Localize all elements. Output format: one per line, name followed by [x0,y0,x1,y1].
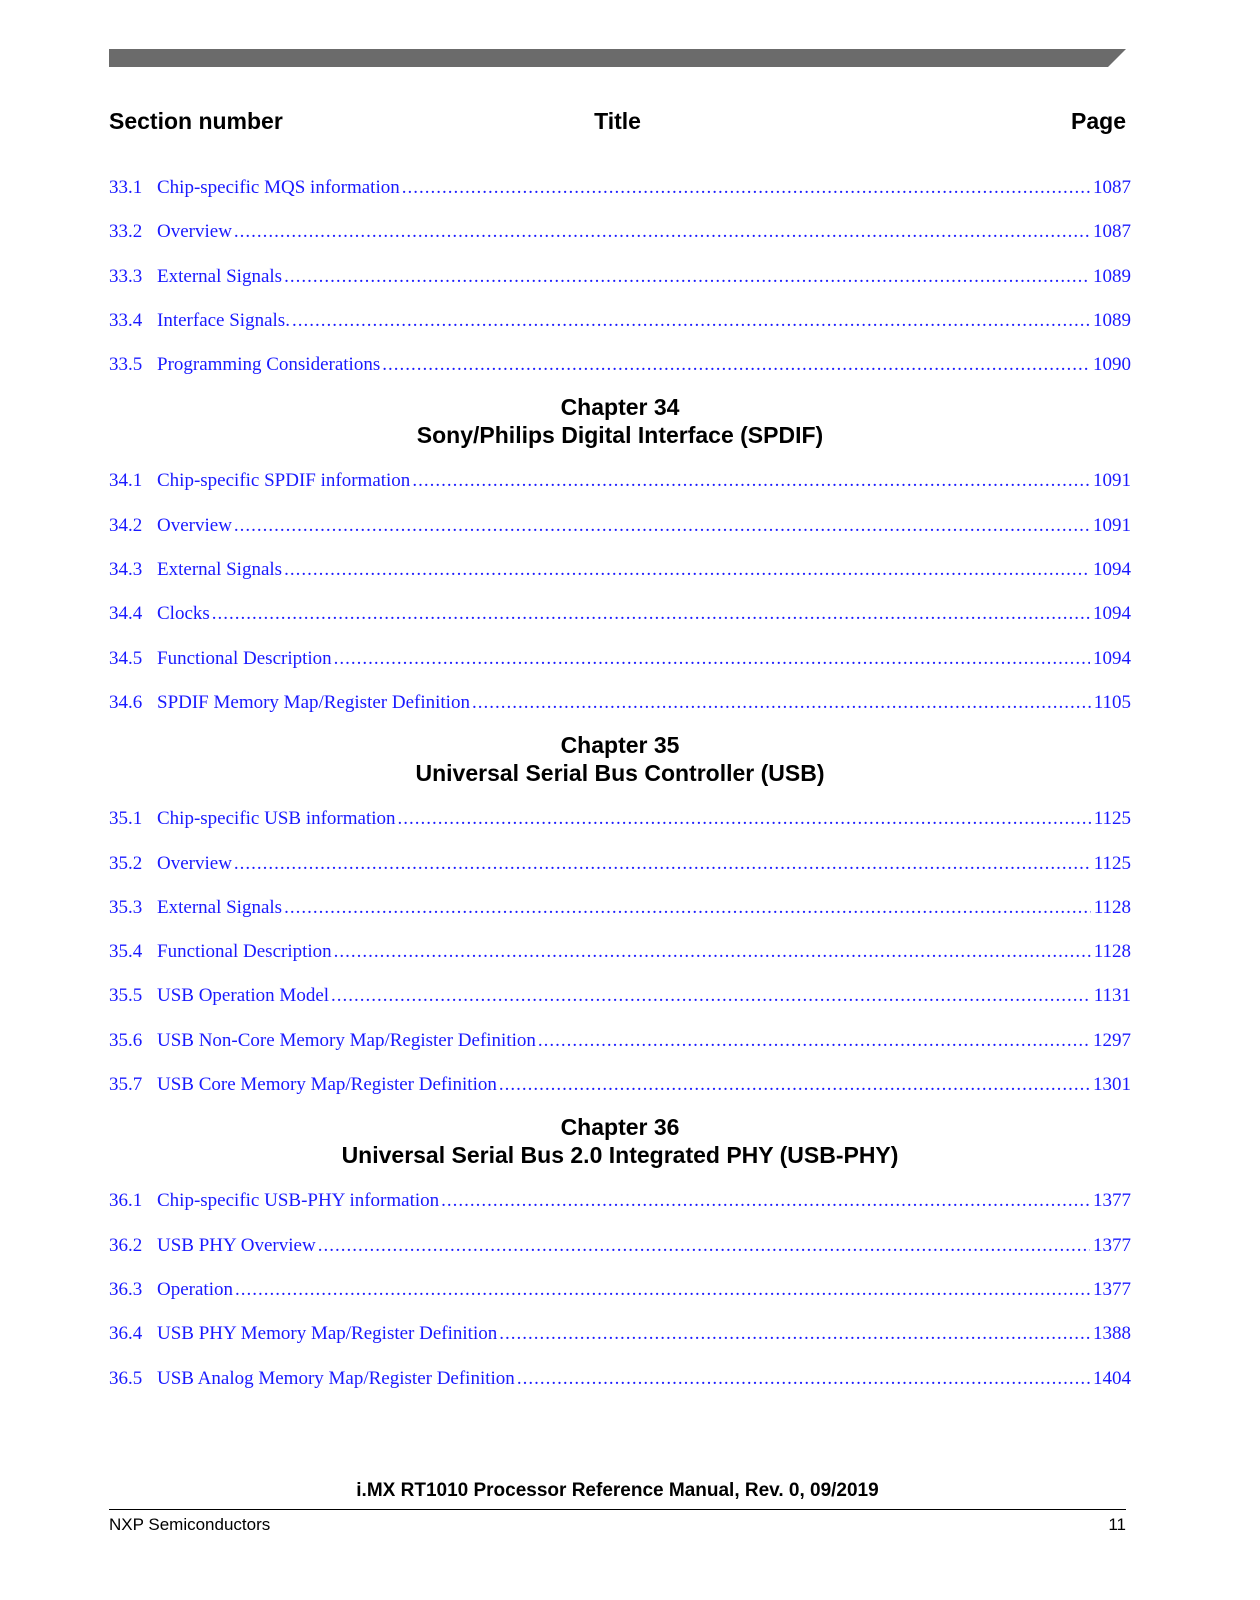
section-number-header: Section number [109,108,283,134]
toc-entry-page: 1404 [1093,1367,1131,1389]
toc-entry-page: 1089 [1093,309,1131,331]
toc-entry-page: 1377 [1093,1190,1131,1212]
toc-dot-leader [472,683,1091,723]
toc-entry-number: 36.4 [109,1323,143,1345]
toc-dot-leader [331,976,1091,1016]
toc-entry-title: Overview [157,852,232,874]
chapter-title: Universal Serial Bus 2.0 Integrated PHY (USB-PHY) [341,1142,899,1169]
chapter-number: Chapter 36 [560,1114,680,1141]
page-number: 11 [1108,1515,1126,1534]
toc-dot-leader [517,1359,1090,1399]
toc-entry[interactable] [109,461,1131,505]
toc-entry-number: 33.4 [109,309,143,331]
table-of-contents [109,168,1131,1403]
toc-entry-page: 1301 [1093,1074,1131,1096]
chapter-heading [109,727,1131,799]
toc-entry-title: USB Operation Model [157,985,330,1007]
toc-entry-number: 36.3 [109,1278,143,1300]
toc-entry[interactable] [109,168,1131,212]
toc-dot-leader [538,1021,1090,1061]
toc-entry[interactable] [109,550,1131,594]
toc-entry-title: USB PHY Overview [157,1234,316,1256]
toc-entry-title: USB Non-Core Memory Map/Register Definition [157,1029,536,1051]
toc-entry-page: 1388 [1093,1323,1131,1345]
toc-entry-number: 35.2 [109,852,143,874]
toc-entry-number: 33.5 [109,354,143,376]
toc-entry[interactable] [109,345,1131,389]
chapter-title: Sony/Philips Digital Interface (SPDIF) [416,422,824,449]
page-header: Page [1071,108,1126,134]
toc-dot-leader [398,799,1091,839]
toc-entry-title: Chip-specific MQS information [157,177,400,198]
toc-entry-title: External Signals [157,896,283,918]
toc-entry-page: 1094 [1093,559,1131,581]
chapter-number: Chapter 34 [560,394,680,421]
manual-title: i.MX RT1010 Processor Reference Manual, Rev. 0, 09/2019 [356,1480,879,1501]
toc-entry-title: Interface Signals. [157,309,290,331]
toc-entry-page: 1094 [1093,647,1131,669]
toc-entry[interactable] [109,1359,1131,1403]
toc-entry[interactable] [109,844,1131,888]
toc-entry[interactable] [109,594,1131,638]
toc-entry-number: 33.1 [109,177,143,198]
toc-entry[interactable] [109,506,1131,550]
toc-entry-title: Functional Description [157,647,332,669]
toc-entry-page: 1131 [1093,985,1131,1007]
toc-entry-number: 33.3 [109,265,143,287]
toc-dot-leader [334,932,1091,972]
toc-entry-title: Overview [157,221,232,243]
toc-entry-page: 1105 [1093,691,1131,713]
toc-entry[interactable] [109,1181,1131,1225]
toc-entry-number: 35.4 [109,941,143,963]
company-name: NXP Semiconductors [109,1515,271,1534]
toc-entry-page: 1125 [1093,808,1131,830]
toc-entry-title: USB Analog Memory Map/Register Definition [157,1367,515,1389]
toc-entry[interactable] [109,1065,1131,1109]
toc-dot-leader [292,301,1090,341]
toc-entry-page: 1087 [1093,221,1131,243]
toc-entry-number: 36.1 [109,1190,143,1212]
toc-entry-page: 1090 [1093,354,1131,376]
toc-dot-leader [234,506,1090,546]
toc-entry-number: 33.2 [109,221,143,243]
toc-entry[interactable] [109,799,1131,843]
toc-entry-title: External Signals [157,559,283,581]
toc-entry-title: USB PHY Memory Map/Register Definition [157,1323,498,1345]
chapter-number: Chapter 35 [560,732,680,759]
toc-entry[interactable] [109,932,1131,976]
toc-entry-number: 36.5 [109,1367,143,1389]
chapter-heading [109,389,1131,461]
toc-dot-leader [284,888,1091,928]
toc-dot-leader [284,550,1090,590]
toc-entry-number: 35.6 [109,1029,143,1051]
toc-entry[interactable] [109,212,1131,256]
toc-dot-leader [235,1270,1090,1310]
toc-entry-title: Programming Considerations [157,354,381,376]
toc-entry-number: 34.5 [109,647,143,669]
toc-dot-leader [499,1065,1090,1105]
column-headers [109,108,1126,140]
toc-entry-number: 34.4 [109,603,143,625]
toc-entry-page: 1091 [1093,470,1131,492]
toc-entry-title: Functional Description [157,941,332,963]
toc-entry-number: 35.1 [109,808,143,830]
toc-dot-leader [499,1314,1090,1354]
toc-entry[interactable] [109,1226,1131,1270]
toc-dot-leader [382,345,1090,385]
toc-dot-leader [412,461,1090,501]
toc-entry-title: Overview [157,514,232,536]
toc-entry-page: 1377 [1093,1234,1131,1256]
toc-entry-title: USB Core Memory Map/Register Definition [157,1074,497,1096]
toc-dot-leader [212,594,1090,634]
toc-entry-page: 1094 [1093,603,1131,625]
toc-entry[interactable] [109,257,1131,301]
toc-dot-leader [234,212,1090,252]
header-decorative-bar [109,49,1126,67]
chapter-heading [109,1109,1131,1181]
toc-dot-leader [441,1181,1090,1221]
toc-entry[interactable] [109,976,1131,1020]
toc-entry-title: Operation [157,1278,233,1300]
toc-entry-page: 1087 [1093,177,1131,198]
toc-entry-page: 1377 [1093,1278,1131,1300]
toc-entry[interactable] [109,683,1131,727]
toc-dot-leader [284,257,1090,297]
title-header: Title [594,108,641,134]
footer-divider [109,1509,1126,1510]
toc-entry-number: 34.3 [109,559,143,581]
toc-entry[interactable] [109,1021,1131,1065]
toc-entry-page: 1125 [1093,852,1131,874]
toc-entry-page: 1128 [1093,896,1131,918]
toc-entry-number: 35.5 [109,985,143,1007]
toc-entry[interactable] [109,301,1131,345]
toc-entry-number: 35.7 [109,1074,143,1096]
toc-entry-number: 34.1 [109,470,143,492]
toc-dot-leader [318,1226,1090,1266]
toc-entry-title: External Signals [157,265,283,287]
toc-entry-title: SPDIF Memory Map/Register Definition [157,691,470,713]
toc-entry-page: 1089 [1093,265,1131,287]
toc-dot-leader [234,844,1091,884]
toc-entry-number: 34.2 [109,514,143,536]
toc-entry-title: Clocks [157,603,210,625]
toc-entry-page: 1091 [1093,514,1131,536]
toc-entry-title: Chip-specific SPDIF information [157,470,411,492]
toc-entry-page: 1128 [1093,941,1131,963]
chapter-title: Universal Serial Bus Controller (USB) [415,760,825,787]
toc-entry-title: Chip-specific USB information [157,808,396,830]
toc-entry[interactable] [109,1270,1131,1314]
toc-dot-leader [334,639,1090,679]
toc-entry-title: Chip-specific USB-PHY information [157,1190,440,1212]
toc-entry[interactable] [109,1314,1131,1358]
toc-entry[interactable] [109,888,1131,932]
toc-entry-page: 1297 [1093,1029,1131,1051]
toc-dot-leader [402,168,1090,208]
toc-entry-number: 36.2 [109,1234,143,1256]
toc-entry-number: 34.6 [109,691,143,713]
toc-entry-number: 35.3 [109,896,143,918]
toc-entry[interactable] [109,639,1131,683]
